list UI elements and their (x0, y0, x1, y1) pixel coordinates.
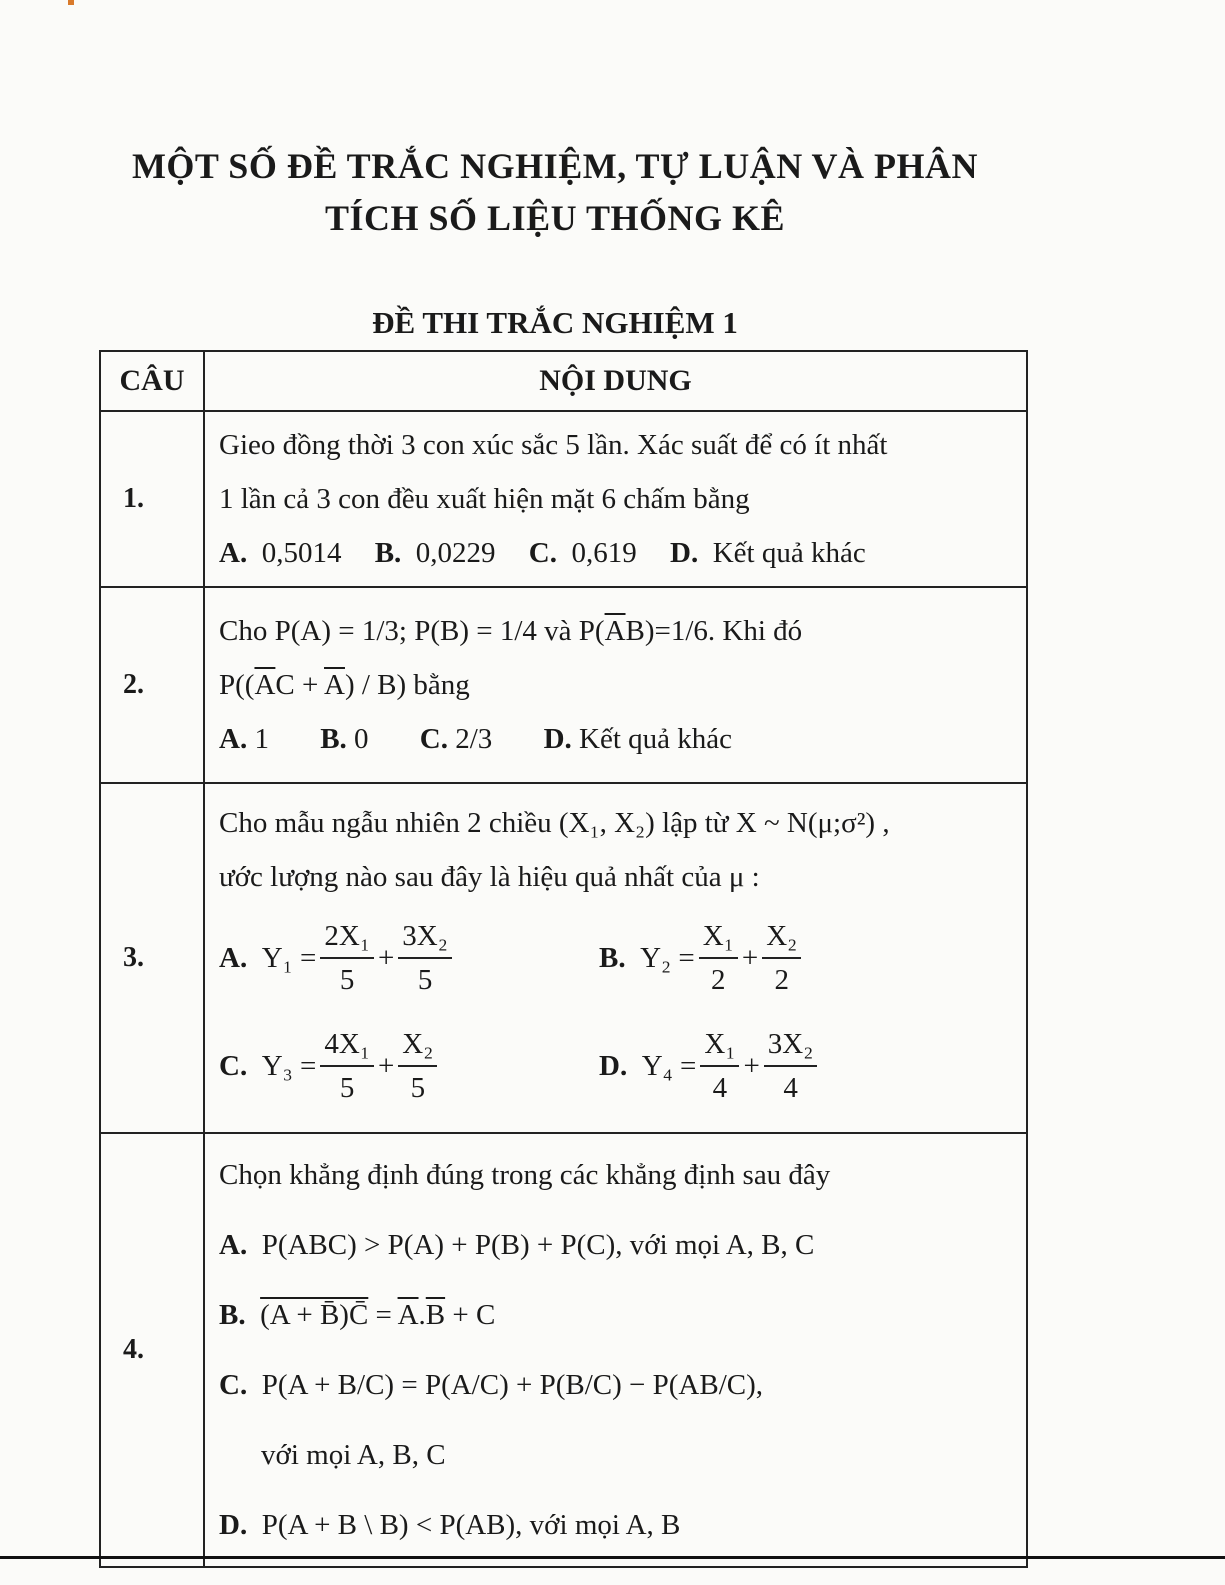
question-content (204, 587, 1027, 783)
option-label: C. (219, 1050, 248, 1082)
q2-options (219, 712, 1016, 766)
option-text: . (418, 1299, 426, 1331)
corner-mark (68, 0, 74, 5)
option-text: + C (445, 1299, 496, 1331)
numerator: X₁ (700, 1023, 739, 1067)
q1-text-line1: Gieo đồng thời 3 con xúc sắc 5 lần. Xác suất để có ít nhất (219, 429, 888, 461)
denominator: 5 (410, 1072, 426, 1104)
q2-overline: $\overline{A}$ (604, 615, 626, 647)
q2-text: P(( (219, 669, 255, 701)
header-cau: CÂU (100, 351, 204, 411)
numerator: X₂ (398, 1023, 437, 1067)
question-number: 4. (100, 1133, 204, 1567)
option-text: P(A + B/C) = P(A/C) + P(B/C) − P(AB/C), (261, 1369, 764, 1401)
q1-text-line2: 1 lần cả 3 con đều xuất hiện mặt 6 chấm bằng (219, 483, 750, 515)
option-label: C. (528, 537, 557, 569)
q2-text: Cho P(A) = 1/3; P(B) = 1/4 và P( (219, 615, 605, 647)
q3-option-d (599, 1023, 979, 1109)
question-content (204, 783, 1027, 1133)
option-label: D. (670, 537, 699, 569)
option-value: 0,0229 (415, 537, 496, 569)
option-text: P(A + B \ B) < P(AB), với mọi A, B (261, 1509, 681, 1541)
q3-options-cd (219, 1012, 1016, 1120)
q2-text: ) / B) bằng (344, 669, 470, 701)
option-overline: (A + B̄)C̄ (260, 1299, 369, 1331)
option-label: C. (419, 723, 448, 755)
main-title-line2: TÍCH SỐ LIỆU THỐNG KÊ (325, 198, 785, 238)
question-row-1 (100, 411, 1027, 587)
fraction (398, 915, 452, 1001)
denominator: 5 (339, 1072, 355, 1104)
question-number: 3. (100, 783, 204, 1133)
option-value: 1 (254, 723, 269, 755)
formula-lhs: Y₂ = (640, 942, 695, 974)
option-label: D. (543, 723, 572, 755)
numerator: X₂ (762, 915, 801, 959)
q3-option-a (219, 915, 599, 1001)
q3-options-ab (219, 904, 1016, 1012)
question-content (204, 1133, 1027, 1567)
option-text: = (368, 1299, 398, 1331)
question-row-2 (100, 587, 1027, 783)
question-row-4 (100, 1133, 1027, 1567)
formula-lhs: Y₃ = (261, 1050, 317, 1082)
q4-option-c (219, 1350, 1016, 1420)
q1-options (219, 526, 1016, 580)
q4-text-line1: Chọn khẳng định đúng trong các khẳng định sau đây (219, 1159, 831, 1191)
denominator: 4 (783, 1072, 798, 1104)
numerator: 3X₂ (764, 1023, 818, 1067)
question-table (99, 350, 1028, 1568)
header-row (100, 351, 1027, 411)
main-title-line1: MỘT SỐ ĐỀ TRẮC NGHIỆM, TỰ LUẬN VÀ PHÂN (131, 146, 979, 186)
question-number: 2. (100, 587, 204, 783)
fraction (398, 1023, 437, 1109)
option-label: A. (219, 537, 248, 569)
question-number: 1. (100, 411, 204, 587)
option-label: D. (599, 1050, 628, 1082)
option-value: 0,5014 (261, 537, 342, 569)
plus-sign: + (377, 1050, 395, 1082)
q4-option-a (219, 1210, 1016, 1280)
option-value: 0,619 (571, 537, 637, 569)
fraction (762, 915, 801, 1001)
option-label: A. (219, 1229, 248, 1261)
fraction (700, 1023, 739, 1109)
denominator: 2 (774, 964, 789, 996)
fraction (320, 1023, 374, 1109)
q3-text-line2: ước lượng nào sau đây là hiệu quả nhất của μ : (219, 861, 760, 893)
plus-sign: + (741, 942, 759, 974)
footer-rule (0, 1556, 1225, 1559)
option-overline: $\overline{A}$ (397, 1299, 419, 1331)
q2-text-line2 (219, 658, 1016, 712)
option-label: B. (374, 537, 402, 569)
option-label: B. (219, 1299, 246, 1331)
denominator: 5 (417, 964, 433, 996)
q4-option-c-continued: với mọi A, B, C (261, 1439, 446, 1471)
plus-sign: + (377, 942, 395, 974)
option-overline: $\overline{B}$ (425, 1299, 446, 1331)
q2-text-line1 (219, 604, 1016, 658)
exam-title: ĐỀ THI TRẮC NGHIỆM 1 (372, 305, 738, 340)
option-value: Kết quả khác (579, 723, 733, 755)
numerator: 2X₁ (320, 915, 374, 959)
option-value: 2/3 (455, 723, 493, 755)
fraction (764, 1023, 818, 1109)
option-label: B. (320, 723, 347, 755)
option-text: P(ABC) > P(A) + P(B) + P(C), với mọi A, B, C (261, 1229, 815, 1261)
main-title (100, 140, 1010, 244)
numerator: 4X₁ (320, 1023, 374, 1067)
option-value: 0 (354, 723, 369, 755)
q2-text: B)=1/6. Khi đó (625, 615, 803, 647)
plus-sign: + (743, 1050, 760, 1082)
q3-option-b (599, 915, 979, 1001)
option-label: A. (219, 723, 248, 755)
option-value: Kết quả khác (712, 537, 866, 569)
q2-overline: $\overline{A}$ (254, 669, 276, 701)
q4-option-b (219, 1280, 1016, 1350)
question-content (204, 411, 1027, 587)
denominator: 4 (712, 1072, 728, 1104)
formula-lhs: Y₁ = (261, 942, 317, 974)
q4-option-d (219, 1490, 1016, 1560)
q2-text: C + (275, 669, 325, 701)
option-label: A. (219, 942, 248, 974)
fraction (699, 915, 738, 1001)
question-row-3 (100, 783, 1027, 1133)
header-noi-dung: NỘI DUNG (204, 351, 1027, 411)
q3-option-c (219, 1023, 599, 1109)
option-label: D. (219, 1509, 248, 1541)
q2-overline: $\overline{A}$ (324, 669, 345, 701)
fraction (320, 915, 374, 1001)
option-label: C. (219, 1369, 248, 1401)
option-label: B. (599, 942, 626, 974)
formula-lhs: Y₄ = (641, 1050, 697, 1082)
q3-text-line1: Cho mẫu ngẫu nhiên 2 chiều (X₁, X₂) lập từ X ~ N(μ;σ²) , (219, 807, 890, 839)
denominator: 5 (339, 964, 355, 996)
numerator: 3X₂ (398, 915, 452, 959)
numerator: X₁ (699, 915, 738, 959)
denominator: 2 (711, 964, 726, 996)
